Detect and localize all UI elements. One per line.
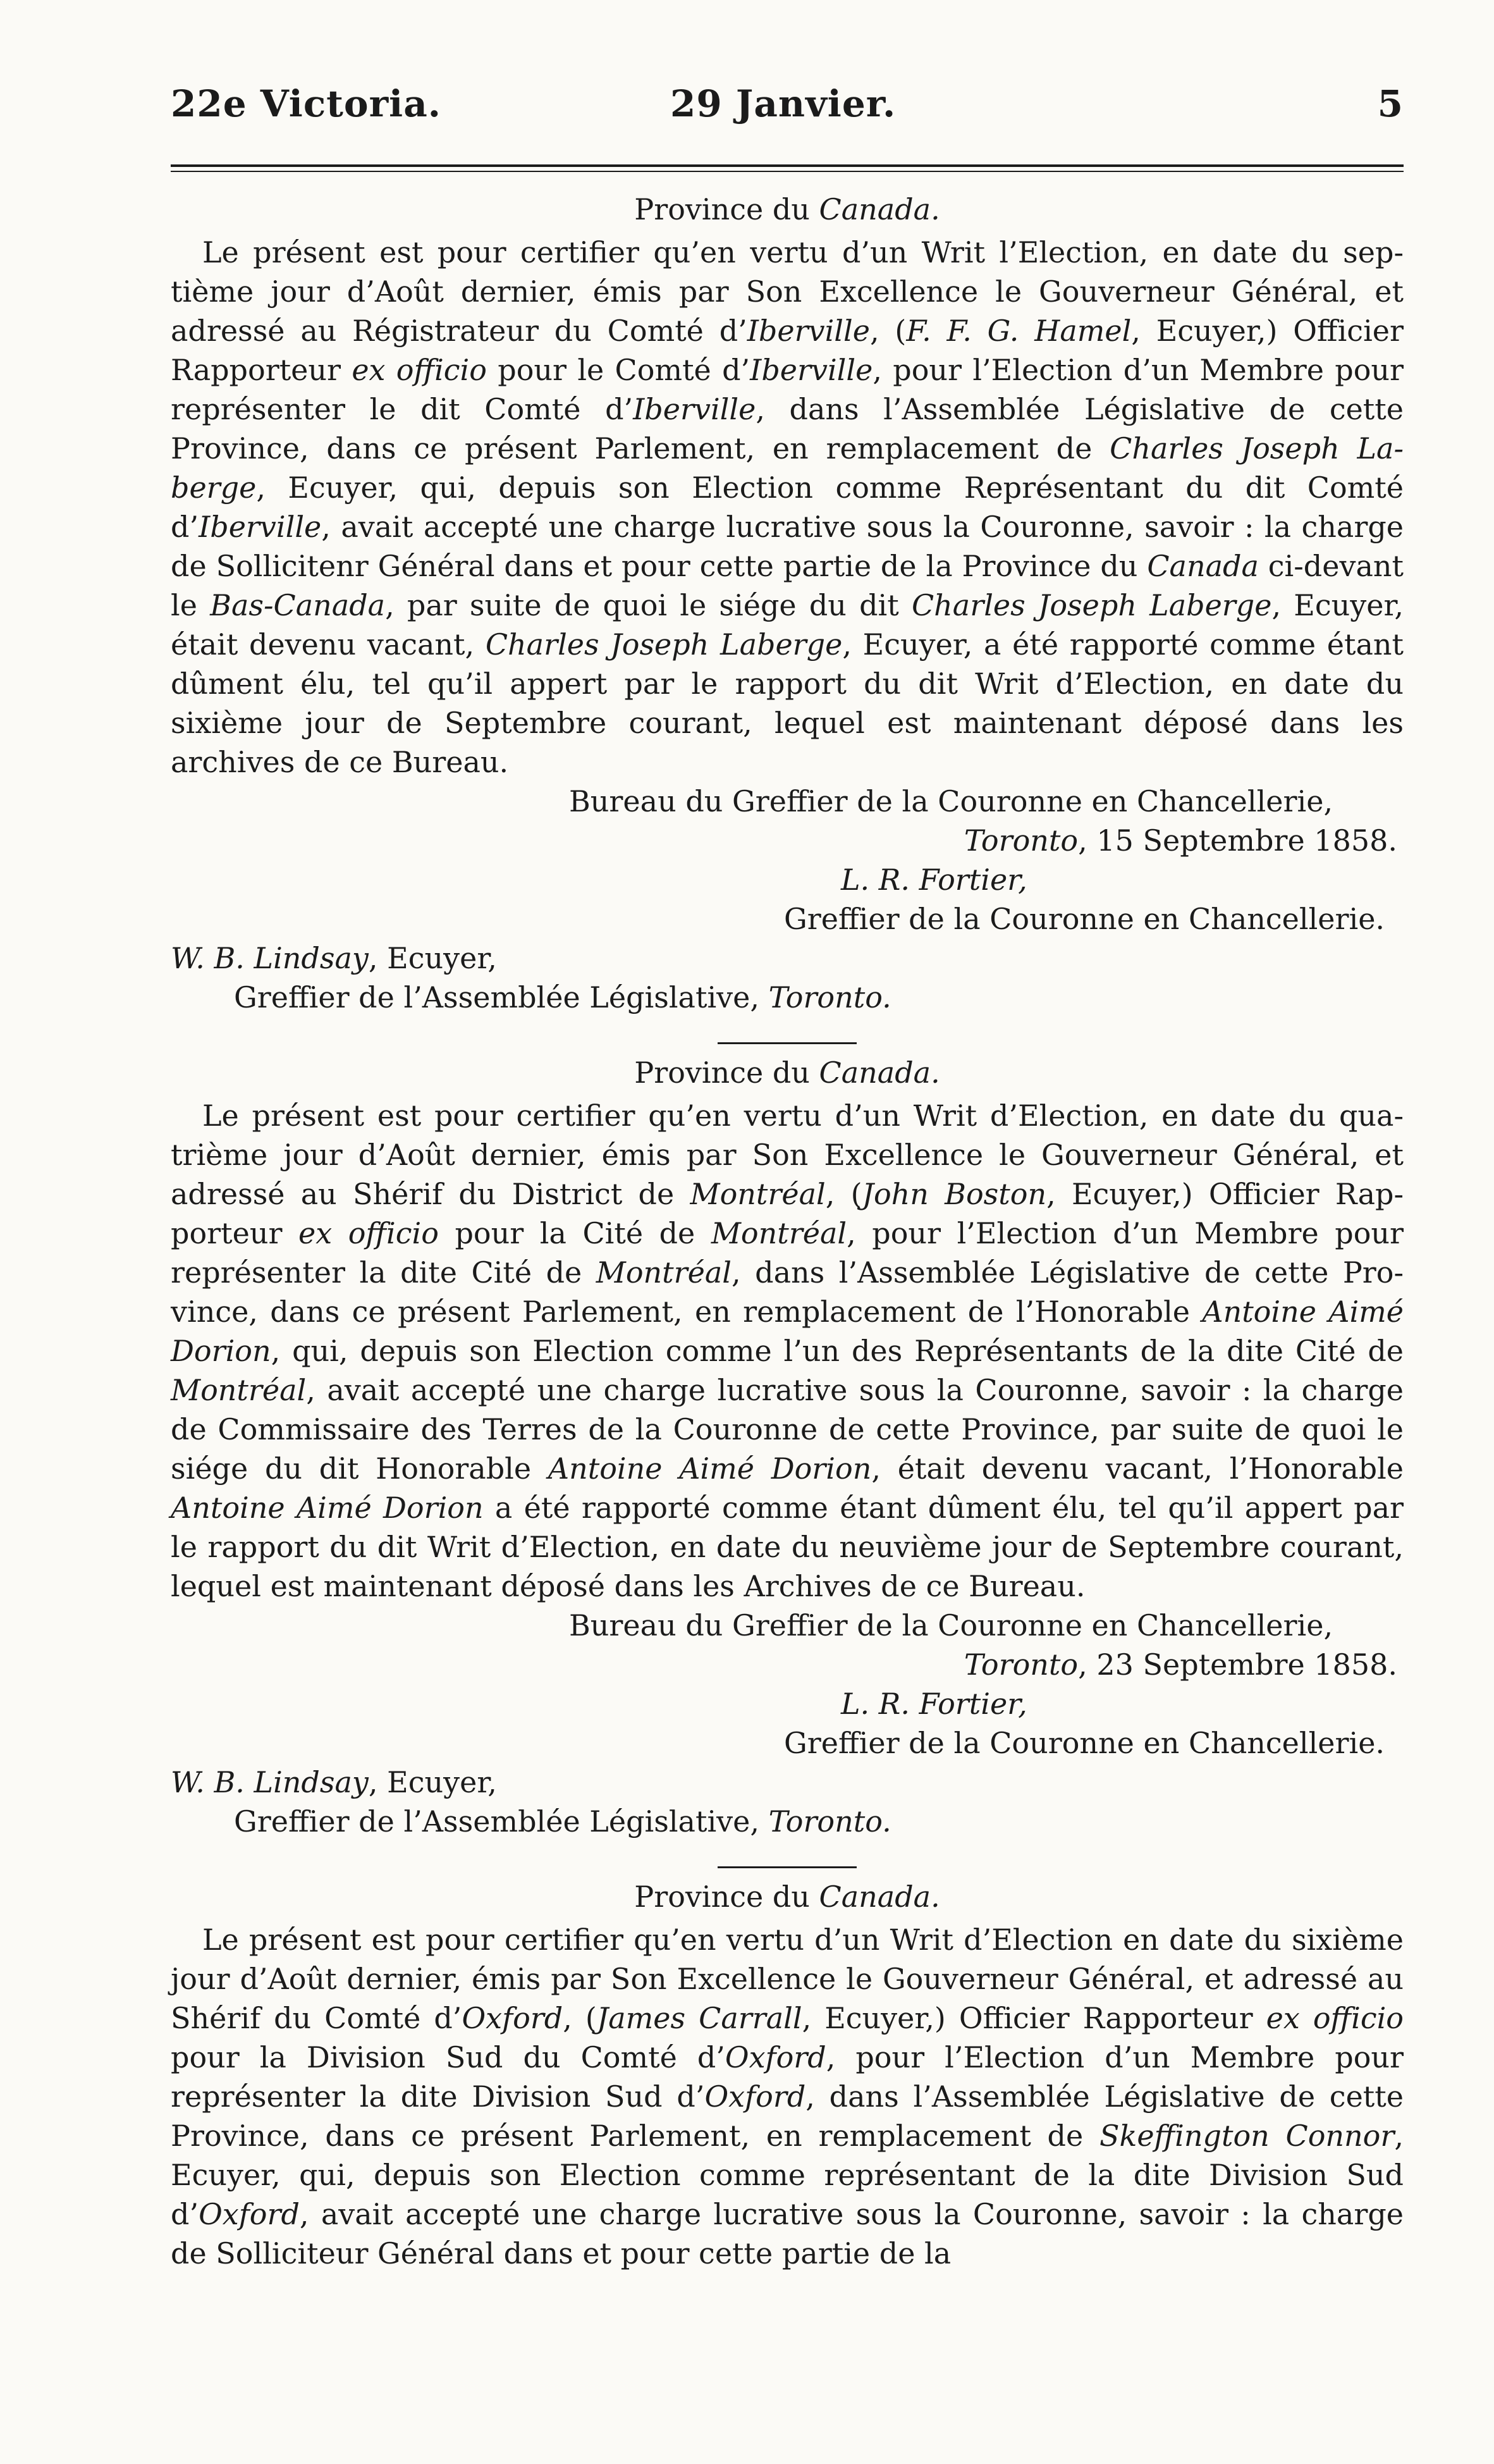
text-run: , Ecuyer, qui, depuis son Election comme Représentant du dit Comté d’ [171,471,1404,544]
notice-title: Province du Canada. [634,192,940,226]
italic-run: James Carrall [596,2001,802,2035]
text-run: pour le Comté d’ [486,353,750,387]
section-divider [718,1042,857,1044]
addressee: W. B. Lindsay, Ecuyer, [171,1765,497,1799]
text-run: , qui, depuis son Election comme l’un des Représentants de la dite Cité de [271,1334,1404,1368]
italic-run: Montréal [171,1373,307,1407]
italic-run: Oxford [199,2197,300,2231]
text-run: Le présent est pour certifier qu’en vertu d’un Writ l’Election, en date du septième jour d’Août dernier, émis par Son Excellence le Gouverneur Général, et adressé au Régistrateur du Comté d’ [171,235,1404,348]
text-run: Le présent est pour certifier qu’en vertu d’un Writ d’Election, en date du quatrième jour d’Août dernier, émis par Son Excellence le Gouverneur Général, et adressé au Shérif du District de [171,1099,1404,1211]
italic-run: Charles Joseph Laberge [485,627,843,662]
text-run: , ( [869,314,907,348]
italic-run: Montréal [711,1216,847,1250]
notice-1 [171,190,1404,1017]
italic-run: ex officio [1266,2001,1404,2035]
italic-run: Charles Joseph Laberge [171,431,1404,505]
text-run: pour la Cité de [438,1216,711,1250]
text-run: , ( [825,1177,862,1211]
italic-run: Montréal [596,1255,732,1290]
italic-run: Iberville [750,353,873,387]
page-number: 5 [1377,82,1404,125]
header-rule [171,164,1404,172]
text-run: , pour l’Election d’un Membre pour représenter la dite Cité de [171,1216,1404,1290]
text-run: , avait accepté une charge lucrative sous la Couronne, savoir : la charge de Solliciteur Général dans et pour cette partie de la [171,2197,1404,2270]
signer-name: L. R. Fortier, [841,863,1027,897]
italic-run: Canada [1147,549,1259,583]
place-date: Toronto, 15 Septembre 1858. [964,823,1397,858]
page-header [171,76,1404,133]
office-line: Bureau du Greffier de la Couronne en Chancellerie, [569,784,1333,818]
text-run: , dans l’Assemblée Législative de cette Province, dans ce présent Parlement, en remplacement de [171,392,1404,465]
italic-run: Skeffington Connor [1099,2119,1395,2153]
section-divider [718,1866,857,1868]
notice-2 [171,1053,1404,1841]
place-date: Toronto, 23 Septembre 1858. [964,1648,1397,1682]
notice-paragraph [171,233,1404,782]
text-run: , avait accepté une charge lucrative sous la Couronne, savoir : la charge de Sollicitenr Général dans et pour cette partie de la Province du [171,510,1404,583]
italic-run: Montréal [690,1177,826,1211]
addressee-title: Greffier de l’Assemblée Législative, Toronto. [234,1804,891,1839]
italic-run: Oxford [725,2040,826,2074]
italic-run: ex officio [352,353,487,387]
office-line: Bureau du Greffier de la Couronne en Chancellerie, [569,1608,1333,1642]
italic-run: F. F. G. Hamel [906,314,1132,348]
text-run: , dans l’Assemblée Législative de cette Province, dans ce présent Parlement, en remplacement de [171,2079,1404,2153]
italic-run: Iberville [747,314,870,348]
italic-run: Antoine Aimé Dorion [548,1451,872,1486]
text-run: pour la Division Sud du Comté d’ [171,2040,725,2074]
italic-run: Oxford [704,2079,806,2114]
italic-run: Oxford [462,2001,563,2035]
notice-title: Province du Canada. [634,1880,940,1914]
header-session: 22e Victoria. [171,82,441,125]
notice-paragraph [171,1096,1404,1606]
text-run: , ( [563,2001,597,2035]
italic-run: ex officio [298,1216,439,1250]
notice-paragraph [171,1920,1404,2273]
italic-run: Antoine Aimé Dorion [171,1295,1404,1368]
header-date: 29 Janvier. [670,82,897,125]
signer-title: Greffier de la Couronne en Chancellerie. [784,1726,1385,1760]
text-run: , Ecuyer,) Officier Rapporteur [802,2001,1266,2035]
text-run: ci-devant le [171,549,1404,622]
text-run: , dans l’Assemblée Législative de cette Province, dans ce présent Parlement, en remplacement de l’Honorable [171,1255,1404,1329]
text-run: , pour l’Election d’un Membre pour représenter la dite Division Sud d’ [171,2040,1404,2114]
text-run: a été rapporté comme étant dûment élu, tel qu’il appert par le rapport du dit Writ d’Election, en date du neuvième jour de Septembre courant, lequel est maintenant déposé dans les Archives de ce Bureau. [171,1491,1404,1603]
text-run: , Ecuyer, qui, depuis son Election comme représentant de la dite Division Sud d’ [171,2119,1404,2231]
text-run: Le présent est pour certifier qu’en vertu d’un Writ d’Election en date du sixième jour d’Août dernier, émis par Son Excellence le Gouverneur Général, et adressé au Shérif du Comté d’ [171,1923,1404,2035]
addressee-title: Greffier de l’Assemblée Législative, Toronto. [234,980,891,1014]
text-run: , Ecuyer, était devenu vacant, [171,588,1404,662]
text-run: , pour l’Election d’un Membre pour représenter le dit Comté d’ [171,353,1404,426]
text-run: , était devenu vacant, l’Honorable [871,1451,1404,1486]
notice-title: Province du Canada. [634,1056,940,1090]
italic-run: Antoine Aimé Dorion [171,1491,484,1525]
signer-title: Greffier de la Couronne en Chancellerie. [784,902,1385,936]
notice-3 [171,1877,1404,2273]
text-run: , Ecuyer,) Officier Rapporteur [171,314,1404,387]
italic-run: Bas-Canada [210,588,386,622]
signer-name: L. R. Fortier, [841,1687,1027,1721]
italic-run: John Boston [862,1177,1047,1211]
text-run: , Ecuyer,) Officier Rapporteur [171,1177,1404,1250]
italic-run: Iberville [633,392,756,426]
document-page [171,76,1404,2273]
text-run: , Ecuyer, a été rapporté comme étant dûment élu, tel qu’il appert par le rapport du dit Writ d’Election, en date du sixième jour de Septembre courant, lequel est maintenant déposé dans les archives de ce Bureau. [171,627,1404,779]
addressee: W. B. Lindsay, Ecuyer, [171,941,497,975]
text-run: , avait accepté une charge lucrative sous la Couronne, savoir : la charge de Commissaire des Terres de la Couronne de cette Province, par suite de quoi le siége du dit Honorable [171,1373,1404,1486]
italic-run: Iberville [199,510,322,544]
text-run: , par suite de quoi le siége du dit [385,588,912,622]
italic-run: Charles Joseph Laberge [911,588,1272,622]
